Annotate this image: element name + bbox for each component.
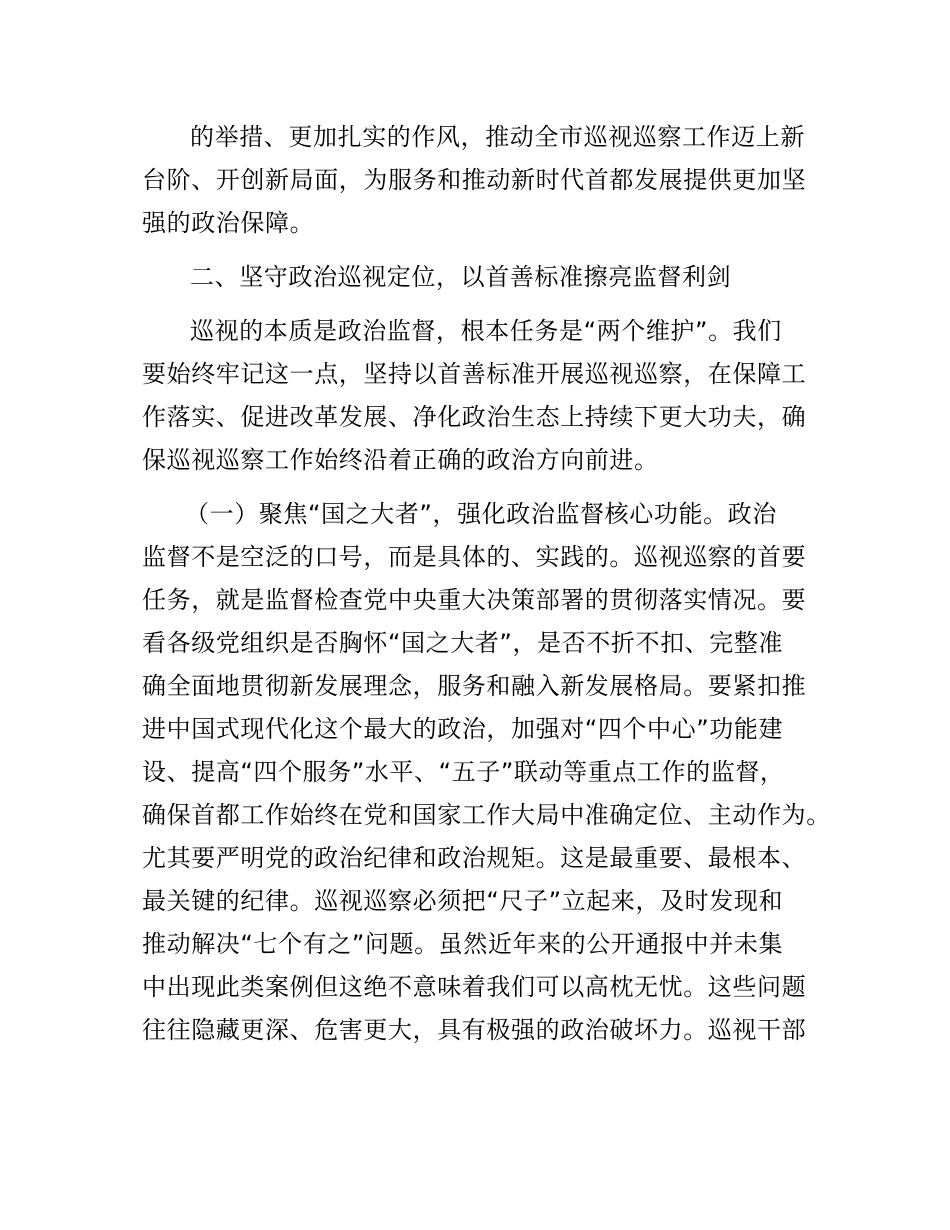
paragraph-line: 要始终牢记这一点，坚持以首善标准开展巡视巡察，在保障工 xyxy=(142,360,807,388)
paragraph-line: 台阶、开创新局面，为服务和推动新时代首都发展提供更加坚 xyxy=(142,166,807,194)
paragraph-line: 最关键的纪律。巡视巡察必须把“尺子”立起来，及时发现和 xyxy=(142,887,784,915)
section-heading: 二、坚守政治巡视定位，以首善标准擦亮监督利剑 xyxy=(190,263,732,291)
paragraph-line: 进中国式现代化这个最大的政治，加强对“四个中心”功能建 xyxy=(142,715,784,743)
paragraph-line: 往往隐藏更深、危害更大，具有极强的政治破坏力。巡视干部 xyxy=(142,1016,807,1044)
paragraph-line: 中出现此类案例但这绝不意味着我们可以高枕无忧。这些问题 xyxy=(142,973,807,1001)
paragraph-line: 巡视的本质是政治监督，根本任务是“两个维护”。我们 xyxy=(190,317,782,345)
paragraph-line: 保巡视巡察工作始终沿着正确的政治方向前进。 xyxy=(142,446,659,474)
paragraph-line: 强的政治保障。 xyxy=(142,209,315,237)
paragraph-line: 确保首都工作始终在党和国家工作大局中准确定位、主动作为。 xyxy=(142,801,831,829)
paragraph-line: 设、提高“四个服务”水平、“五子”联动等重点工作的监督， xyxy=(142,758,785,786)
paragraph-line: （一）聚焦“国之大者”，强化政治监督核心功能。政治 xyxy=(185,500,777,528)
paragraph-line: 推动解决“七个有之”问题。虽然近年来的公开通报中并未集 xyxy=(142,930,784,958)
paragraph-line: 确全面地贯彻新发展理念，服务和融入新发展格局。要紧扣推 xyxy=(142,672,807,700)
paragraph-line: 监督不是空泛的口号，而是具体的、实践的。巡视巡察的首要 xyxy=(142,543,807,571)
paragraph-line: 尤其要严明党的政治纪律和政治规矩。这是最重要、最根本、 xyxy=(142,844,807,872)
paragraph-line: 作落实、促进改革发展、净化政治生态上持续下更大功夫，确 xyxy=(142,403,807,431)
paragraph-line: 的举措、更加扎实的作风，推动全市巡视巡察工作迈上新 xyxy=(190,123,805,151)
paragraph-line: 任务，就是监督检查党中央重大决策部署的贯彻落实情况。要 xyxy=(142,586,807,614)
paragraph-line: 看各级党组织是否胸怀“国之大者”，是否不折不扣、完整准 xyxy=(142,629,784,657)
